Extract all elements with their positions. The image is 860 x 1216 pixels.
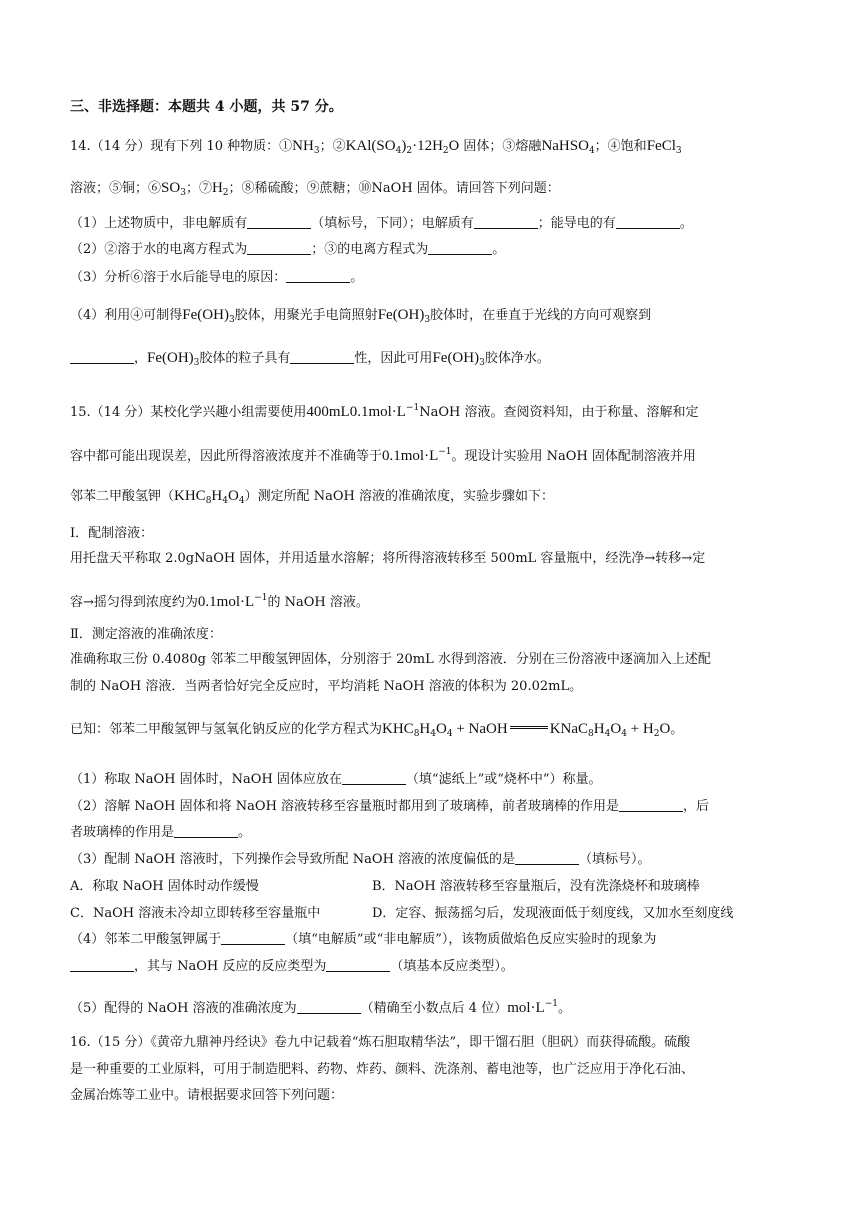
q16-line-2: 是一种重要的工业原料，可用于制造肥料、药物、炸药、颜料、洗涤剂、蓄电池等，也广泛应用于净化石油、 bbox=[70, 1062, 695, 1077]
step-1-text-2: 容→摇匀得到浓度约为$0.1mol\cdot L^{-1}$的 NaOH 溶液。 bbox=[70, 593, 369, 610]
answer-blank[interactable] bbox=[342, 770, 406, 785]
answer-blank[interactable] bbox=[70, 957, 134, 972]
q14-part-4-cont: ，$Fe(OH)_3$胶体的粒子具有 性，因此可用$Fe(OH)_3$胶体净水。 bbox=[70, 348, 550, 373]
answer-blank[interactable] bbox=[247, 240, 311, 255]
answer-blank[interactable] bbox=[619, 797, 683, 812]
q15-part-3: （3）配制 NaOH 溶液时，下列操作会导致所配 NaOH 溶液的浓度偏低的是 （填标号）。 bbox=[70, 852, 651, 867]
answer-blank[interactable] bbox=[290, 349, 354, 364]
q15-part-5: （5）配得的 NaOH 溶液的准确浓度为 （精确至小数点后 4 位）$mol\cdot L^{-1}$。 bbox=[70, 999, 571, 1016]
q15-part-4: （4）邻苯二甲酸氢钾属于 （填“电解质”或“非电解质”），该物质做焰色反应实验时的现象为 bbox=[70, 932, 657, 947]
q16-line-1: 16.（15 分）《黄帝九鼎神丹经诀》卷九中记载着“炼石胆取精华法”，即干馏石胆（胆矾）而获得硫酸。硫酸 bbox=[70, 1035, 691, 1050]
equals-sign bbox=[510, 726, 548, 729]
q14-part-4: （4）利用④可制得$Fe(OH)_3$胶体，用聚光手电筒照射$Fe(OH)_3$胶体时，在垂直于光线的方向可观察到 bbox=[70, 307, 652, 325]
step-1-text-1: 用托盘天平称取 2.0gNaOH 固体，并用适量水溶解；将所得溶液转移至 500mL 容量瓶中，经洗净→转移→定 bbox=[70, 551, 706, 566]
q14-part-2: （2）②溶于水的电离方程式为 ；③的电离方程式为 。 bbox=[70, 242, 506, 257]
q15-line-2: 容中都可能出现误差，因此所得溶液浓度并不准确等于$0.1mol\cdot L^{-1}$。现设计实验用 NaOH 固体配制溶液并用 bbox=[70, 447, 696, 464]
q15-part-2-cont: 者玻璃棒的作用是 。 bbox=[70, 825, 252, 840]
q15-line-1: 15.（14 分）某校化学兴趣小组需要使用$400mL0.1mol\cdot L^{-1}NaOH$ 溶液。查阅资料知，由于称量、溶解和定 bbox=[70, 403, 699, 420]
step-2-title: Ⅱ．测定溶液的准确浓度： bbox=[70, 627, 222, 642]
q14-line-2: 溶液；⑤铜；$⑥SO_3$；$⑦H_2$；⑧稀硫酸；⑨蔗糖；⑩NaOH 固体。请回答下列问题： bbox=[70, 180, 560, 198]
option-b: B．NaOH 溶液转移至容量瓶后，没有洗涤烧杯和玻璃棒 bbox=[372, 879, 700, 894]
option-d: D．定容、振荡摇匀后，发现液面低于刻度线，又加水至刻度线 bbox=[372, 906, 734, 921]
answer-blank[interactable] bbox=[174, 823, 238, 838]
answer-blank[interactable] bbox=[616, 214, 680, 229]
answer-blank[interactable] bbox=[286, 268, 350, 283]
section-title: 三、非选择题：本题共 4 小题，共 57 分。 bbox=[70, 99, 343, 115]
step-2-text-2: 制的 NaOH 溶液．当两者恰好完全反应时，平均消耗 NaOH 溶液的体积为 20.02mL。 bbox=[70, 679, 583, 694]
step-1-title: Ⅰ．配制溶液： bbox=[70, 526, 154, 541]
q15-part-1: （1）称取 NaOH 固体时，NaOH 固体应放在 （填“滤纸上”或“烧杯中”）称量。 bbox=[70, 772, 602, 787]
q16-line-3: 金属冶炼等工业中。请根据要求回答下列问题： bbox=[70, 1088, 344, 1103]
reaction-equation: 已知：邻苯二甲酸氢钾与氢氧化钠反应的化学方程式为$KHC_8H_4O_4$ + NaOH $KNaC_8H_4O_4 + H_2O$。 bbox=[70, 721, 684, 739]
answer-blank[interactable] bbox=[428, 240, 492, 255]
answer-blank[interactable] bbox=[221, 930, 285, 945]
answer-blank[interactable] bbox=[515, 850, 579, 865]
q14-line-1: 14.（14 分）现有下列 10 种物质：$①NH_3$；$②KAl(SO_4)_2\cdot 12H_2O$ 固体；③熔融NaHSO$_4$；④饱和FeCl$_3$ bbox=[70, 138, 682, 156]
answer-blank[interactable] bbox=[70, 349, 134, 364]
option-a: A．称取 NaOH 固体时动作缓慢 bbox=[70, 879, 259, 894]
q14-part-1: （1）上述物质中，非电解质有 （填标号，下同）；电解质有 ；能导电的有 。 bbox=[70, 216, 693, 231]
q15-part-4-cont: ，其与 NaOH 反应的反应类型为 （填基本反应类型）。 bbox=[70, 957, 514, 977]
answer-blank[interactable] bbox=[247, 214, 311, 229]
step-2-text-1: 准确称取三份 0.4080g 邻苯二甲酸氢钾固体，分别溶于 20mL 水得到溶液．分别在三份溶液中逐滴加入上述配 bbox=[70, 652, 711, 667]
q15-part-2: （2）溶解 NaOH 固体和将 NaOH 溶液转移至容量瓶时都用到了玻璃棒，前者玻璃棒的作用是 ，后 bbox=[70, 799, 710, 814]
answer-blank[interactable] bbox=[474, 214, 538, 229]
option-c: C．NaOH 溶液未冷却立即转移至容量瓶中 bbox=[70, 906, 321, 921]
answer-blank[interactable] bbox=[297, 999, 361, 1014]
answer-blank[interactable] bbox=[326, 957, 390, 972]
q14-part-3: （3）分析⑥溶于水后能导电的原因： 。 bbox=[70, 270, 364, 285]
q15-line-3: 邻苯二甲酸氢钾$(KHC_8H_4O_4)$测定所配 NaOH 溶液的准确浓度，实验步骤如下： bbox=[70, 488, 554, 506]
